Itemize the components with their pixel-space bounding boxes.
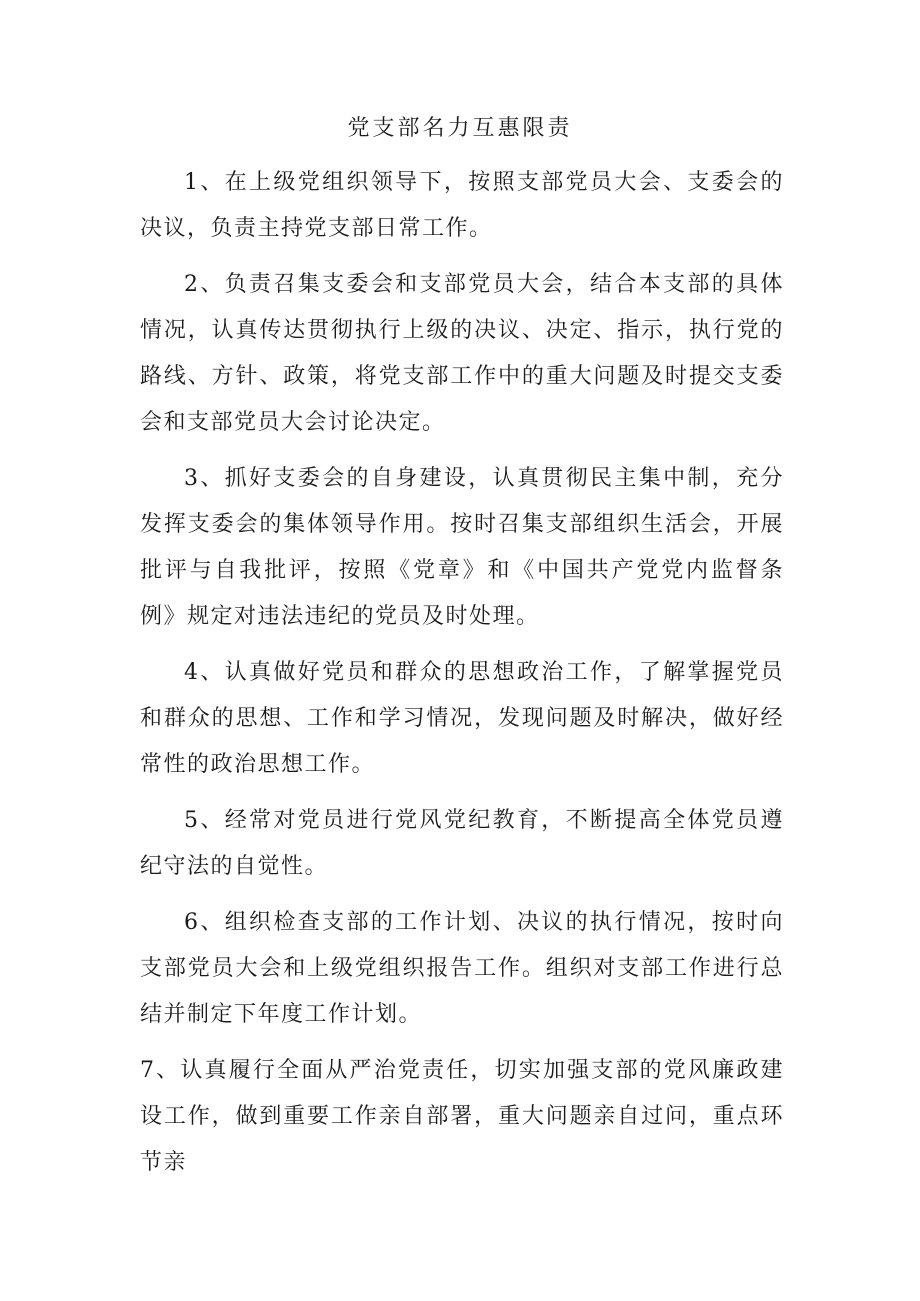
paragraph-6: 6、组织检查支部的工作计划、决议的执行情况，按时向支部党员大会和上级党组织报告工作。组织对支部工作进行总结并制定下年度工作计划。	[140, 910, 784, 1027]
paragraph-2: 2、负责召集支委会和支部党员大会，结合本支部的具体情况，认真传达贯彻执行上级的决议、决定、指示，执行党的路线、方针、政策，将党支部工作中的重大问题及时提交支委会和支部党员大会讨论决定。	[140, 272, 784, 435]
paragraph-4: 4、认真做好党员和群众的思想政治工作，了解掌握党员和群众的思想、工作和学习情况，发现问题及时解决，做好经常性的政治思想工作。	[140, 660, 784, 777]
paragraph-3: 3、抓好支委会的自身建设，认真贯彻民主集中制，充分发挥支委会的集体领导作用。按时召集支部组织生活会，开展批评与自我批评，按照《党章》和《中国共产党党内监督条例》规定对违法违纪的党员及时处理。	[140, 466, 784, 629]
document-body	[140, 160, 784, 1196]
paragraph-1: 1、在上级党组织领导下，按照支部党员大会、支委会的决议，负责主持党支部日常工作。	[140, 170, 784, 241]
document-title: 党支部名力互惠限责	[347, 116, 573, 141]
paragraph-5: 5、经常对党员进行党风党纪教育，不断提高全体党员遵纪守法的自觉性。	[140, 808, 784, 879]
paragraph-7: 7、认真履行全面从严治党责任，切实加强支部的党风廉政建设工作，做到重要工作亲自部署，重大问题亲自过问，重点环节亲	[140, 1058, 784, 1175]
